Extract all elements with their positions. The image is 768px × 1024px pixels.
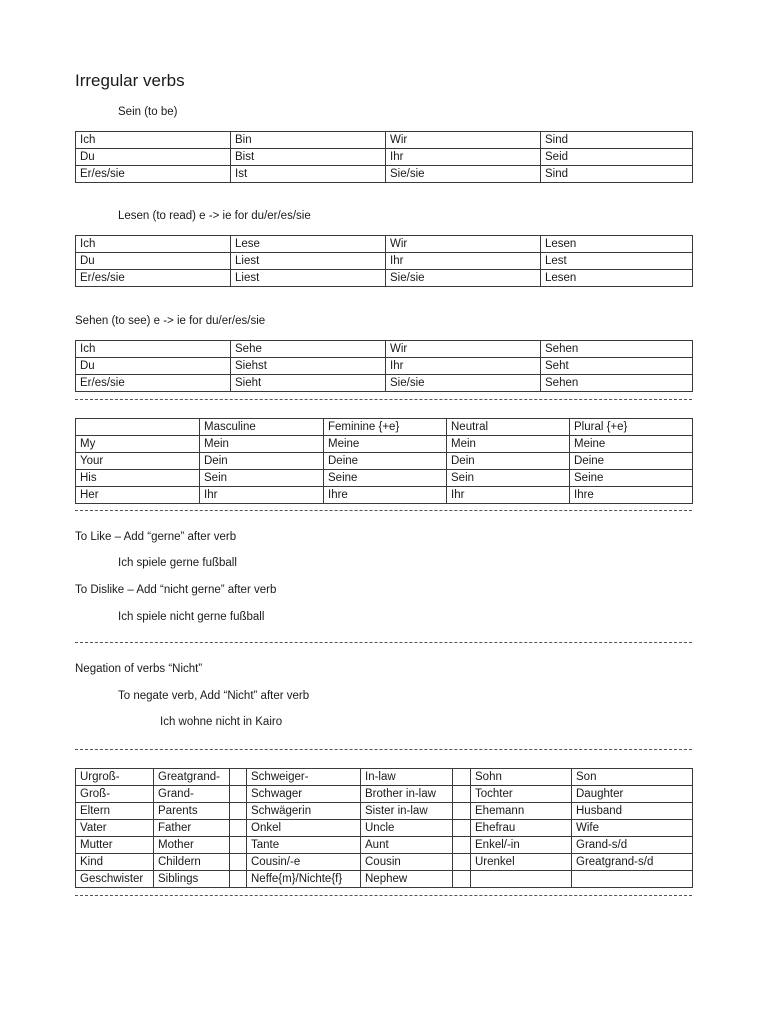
table-cell: Seht [541, 358, 693, 375]
table-cell: Du [76, 149, 231, 166]
table-cell: Mein [447, 436, 570, 453]
table-cell: Dein [200, 453, 324, 470]
table-cell: Lesen [541, 236, 693, 253]
table-cell: Greatgrand- [154, 769, 230, 786]
table-cell: Urenkel [471, 854, 572, 871]
table-cell: Wir [386, 236, 541, 253]
table-cell: Ihre [324, 487, 447, 504]
table-cell: Father [154, 820, 230, 837]
table-cell: Plural {+e} [570, 419, 693, 436]
table-row [76, 270, 693, 287]
like-example: Ich spiele gerne fußball [118, 557, 237, 569]
table-cell: Ehemann [471, 803, 572, 820]
table-cell [453, 769, 471, 786]
table-cell: Ich [76, 341, 231, 358]
table-cell [76, 419, 200, 436]
table-cell: Eltern [76, 803, 154, 820]
table-cell: Sieht [231, 375, 386, 392]
table-cell: Geschwister [76, 871, 154, 888]
dislike-rule: To Dislike – Add “nicht gerne” after verb [75, 584, 277, 596]
table-cell: Ehefrau [471, 820, 572, 837]
table-row [76, 253, 693, 270]
table-cell: Er/es/sie [76, 375, 231, 392]
table-cell: Cousin/-e [247, 854, 361, 871]
table-cell: Enkel/-in [471, 837, 572, 854]
table-row [76, 358, 693, 375]
lesen-table [75, 235, 693, 287]
table-cell: Seine [324, 470, 447, 487]
table-cell: In-law [361, 769, 453, 786]
table-cell [230, 786, 247, 803]
table-cell [453, 854, 471, 871]
table-cell: Neffe{m}/Nichte{f} [247, 871, 361, 888]
page-title: Irregular verbs [75, 71, 185, 90]
table-cell: Ihr [386, 253, 541, 270]
table-cell: Mein [200, 436, 324, 453]
table-cell: Lese [231, 236, 386, 253]
table-cell: Lesen [541, 270, 693, 287]
table-cell: Parents [154, 803, 230, 820]
table-cell: Son [572, 769, 693, 786]
table-cell [230, 820, 247, 837]
table-cell [230, 837, 247, 854]
sein-heading: Sein (to be) [118, 106, 178, 118]
table-cell: Seine [570, 470, 693, 487]
table-cell: Wir [386, 341, 541, 358]
table-cell: Daughter [572, 786, 693, 803]
divider [75, 895, 692, 896]
table-cell: Sie/sie [386, 270, 541, 287]
table-cell: Wir [386, 132, 541, 149]
table-row [76, 453, 693, 470]
table-row [76, 871, 693, 888]
sehen-table [75, 340, 693, 392]
table-cell: Ich [76, 236, 231, 253]
table-cell: Sie/sie [386, 166, 541, 183]
table-row [76, 786, 693, 803]
table-cell: Deine [324, 453, 447, 470]
table-cell: Sind [541, 132, 693, 149]
table-cell: Du [76, 358, 231, 375]
table-row [76, 470, 693, 487]
table-row [76, 854, 693, 871]
table-cell: Ihre [570, 487, 693, 504]
table-cell: Er/es/sie [76, 166, 231, 183]
table-cell: Your [76, 453, 200, 470]
table-cell [453, 871, 471, 888]
table-cell: Vater [76, 820, 154, 837]
table-row [76, 149, 693, 166]
table-cell [230, 871, 247, 888]
table-cell: Meine [570, 436, 693, 453]
table-cell: Schwägerin [247, 803, 361, 820]
table-cell: Sister in-law [361, 803, 453, 820]
table-cell: Dein [447, 453, 570, 470]
table-cell: Grand-s/d [572, 837, 693, 854]
table-cell: Her [76, 487, 200, 504]
table-cell: Brother in-law [361, 786, 453, 803]
table-cell: Lest [541, 253, 693, 270]
table-cell: Ihr [386, 149, 541, 166]
table-cell [572, 871, 693, 888]
negation-rule: To negate verb, Add “Nicht” after verb [118, 690, 310, 702]
table-cell: Du [76, 253, 231, 270]
table-cell: Deine [570, 453, 693, 470]
table-cell: Ist [231, 166, 386, 183]
negation-example: Ich wohne nicht in Kairo [160, 716, 283, 728]
table-cell: Onkel [247, 820, 361, 837]
table-cell: Ihr [200, 487, 324, 504]
sehen-heading: Sehen (to see) e -> ie for du/er/es/sie [75, 315, 266, 327]
table-cell: Er/es/sie [76, 270, 231, 287]
possessive-table [75, 418, 693, 504]
table-cell: Cousin [361, 854, 453, 871]
table-cell: Sie/sie [386, 375, 541, 392]
table-cell: Mutter [76, 837, 154, 854]
table-cell: Sehe [231, 341, 386, 358]
table-cell: Sein [200, 470, 324, 487]
table-row [76, 803, 693, 820]
table-cell [453, 837, 471, 854]
table-cell: Liest [231, 253, 386, 270]
table-row [76, 837, 693, 854]
table-cell: Mother [154, 837, 230, 854]
table-cell: Sohn [471, 769, 572, 786]
table-row [76, 341, 693, 358]
family-table [75, 768, 693, 888]
table-cell: Siblings [154, 871, 230, 888]
table-cell: Sehen [541, 341, 693, 358]
table-row [76, 820, 693, 837]
table-cell: Bin [231, 132, 386, 149]
table-cell: Childern [154, 854, 230, 871]
table-cell: Feminine {+e} [324, 419, 447, 436]
table-cell: Husband [572, 803, 693, 820]
table-cell [453, 786, 471, 803]
table-cell [230, 803, 247, 820]
table-cell: Uncle [361, 820, 453, 837]
table-cell: Seid [541, 149, 693, 166]
table-row [76, 236, 693, 253]
table-cell: Ihr [447, 487, 570, 504]
table-cell: Tochter [471, 786, 572, 803]
table-cell [230, 854, 247, 871]
table-cell: Meine [324, 436, 447, 453]
table-cell: Siehst [231, 358, 386, 375]
table-cell: Schweiger- [247, 769, 361, 786]
table-row [76, 419, 693, 436]
table-cell: Greatgrand-s/d [572, 854, 693, 871]
table-row [76, 769, 693, 786]
divider [75, 399, 692, 400]
table-cell: Liest [231, 270, 386, 287]
lesen-heading: Lesen (to read) e -> ie for du/er/es/sie [118, 210, 311, 222]
table-cell: Masculine [200, 419, 324, 436]
table-cell: Neutral [447, 419, 570, 436]
table-cell: Tante [247, 837, 361, 854]
table-cell: Urgroß- [76, 769, 154, 786]
table-cell [471, 871, 572, 888]
table-cell: Wife [572, 820, 693, 837]
table-cell: Kind [76, 854, 154, 871]
table-cell [230, 769, 247, 786]
divider [75, 642, 692, 643]
table-cell: His [76, 470, 200, 487]
table-cell: Nephew [361, 871, 453, 888]
table-cell [453, 820, 471, 837]
table-cell: My [76, 436, 200, 453]
table-cell: Grand- [154, 786, 230, 803]
table-row [76, 487, 693, 504]
table-cell [453, 803, 471, 820]
table-row [76, 375, 693, 392]
table-cell: Ich [76, 132, 231, 149]
table-row [76, 436, 693, 453]
sein-table [75, 131, 693, 183]
table-row [76, 166, 693, 183]
table-cell: Bist [231, 149, 386, 166]
table-cell: Groß- [76, 786, 154, 803]
table-cell: Sehen [541, 375, 693, 392]
table-cell: Sein [447, 470, 570, 487]
like-rule: To Like – Add “gerne” after verb [75, 531, 237, 543]
table-row [76, 132, 693, 149]
divider [75, 510, 692, 511]
dislike-example: Ich spiele nicht gerne fußball [118, 611, 265, 623]
negation-heading: Negation of verbs “Nicht” [75, 663, 203, 675]
divider [75, 749, 692, 750]
table-cell: Sind [541, 166, 693, 183]
table-cell: Schwager [247, 786, 361, 803]
table-cell: Aunt [361, 837, 453, 854]
table-cell: Ihr [386, 358, 541, 375]
